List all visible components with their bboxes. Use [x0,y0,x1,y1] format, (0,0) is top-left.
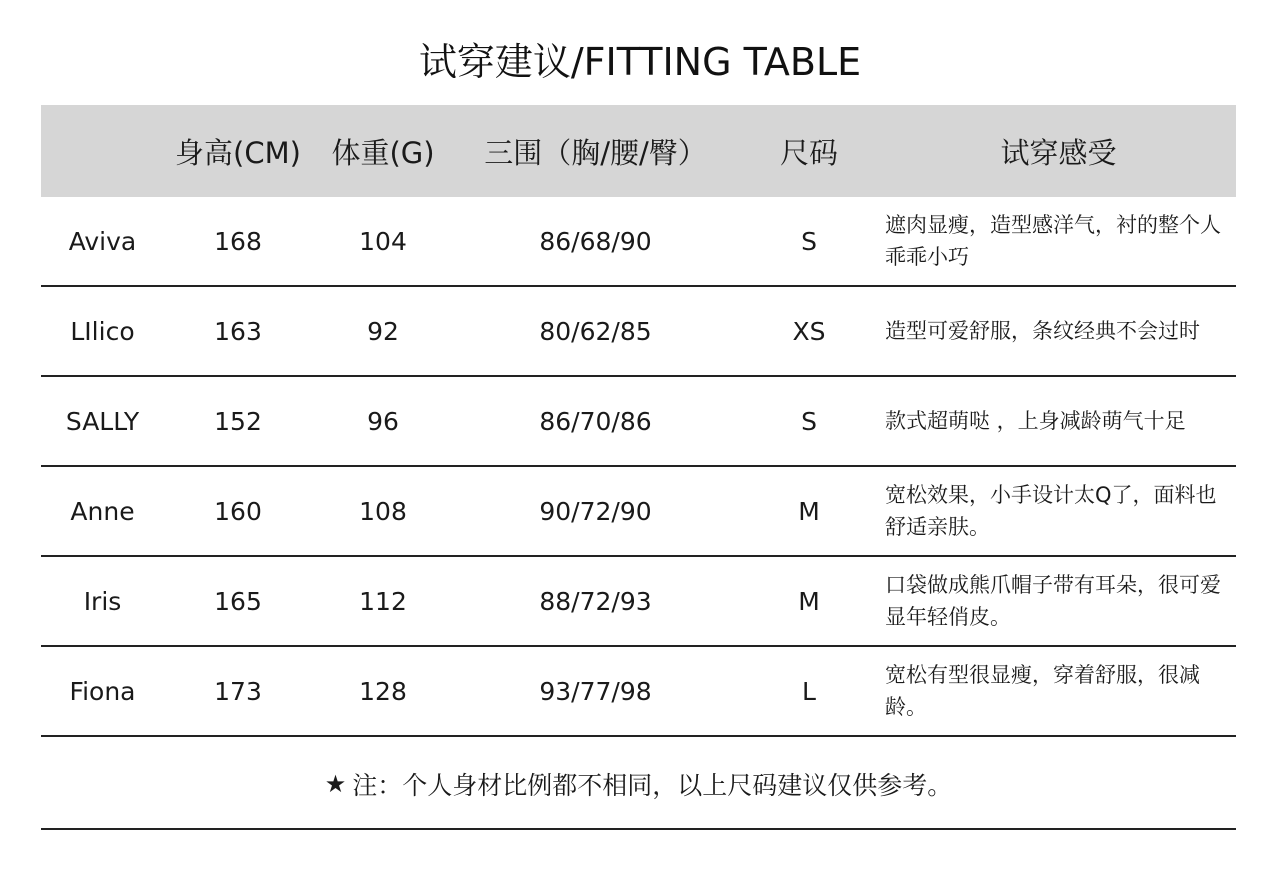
cell-weight: 128 [359,676,407,706]
cell-name: Anne [70,496,135,526]
cell-measurements: 90/72/90 [539,496,652,526]
cell-weight: 108 [359,496,407,526]
cell-height: 168 [214,226,262,256]
cell-name: Iris [83,586,122,616]
page-title: 试穿建议/FITTING TABLE [418,40,862,84]
cell-name: Fiona [69,676,136,706]
cell-measurements: 88/72/93 [539,586,652,616]
table-row [41,557,1236,647]
cell-measurements: 80/62/85 [539,316,652,346]
cell-feel: 口袋做成熊爪帽子带有耳朵，很可爱显年轻俏皮。 [885,573,1221,629]
cell-measurements: 86/70/86 [539,406,652,436]
cell-measurements: 93/77/98 [539,676,652,706]
cell-height: 173 [214,676,262,706]
cell-weight: 92 [367,316,399,346]
cell-size: M [798,586,820,616]
cell-size: S [801,406,817,436]
footnote [41,740,1236,830]
cell-height: 163 [214,316,262,346]
fitting-table [41,105,1236,737]
star-icon: ★ [324,770,347,798]
cell-feel: 款式超萌哒 ，上身减龄萌气十足 [885,409,1186,433]
cell-name: Aviva [68,226,137,256]
cell-feel: 宽松效果，小手设计太Q了，面料也舒适亲肤。 [885,483,1217,539]
cell-weight: 96 [367,406,399,436]
table-row [41,467,1236,557]
header-feel: 试穿感受 [1000,135,1117,170]
cell-name: SALLY [65,406,140,436]
header-size: 尺码 [779,135,838,170]
header-measurements: 三围（胸/腰/臀） [484,135,707,170]
cell-name: LIlico [70,316,135,346]
table-row [41,287,1236,377]
cell-size: XS [792,316,826,346]
header-height: 身高(CM) [175,135,301,170]
cell-height: 160 [214,496,262,526]
cell-weight: 104 [359,226,407,256]
table-row [41,647,1236,737]
footnote-text: 注：个人身材比例都不相同，以上尺码建议仅供参考。 [352,771,953,800]
cell-size: M [798,496,820,526]
cell-feel: 造型可爱舒服，条纹经典不会过时 [885,319,1200,343]
cell-feel: 宽松有型很显瘦，穿着舒服，很减龄。 [885,663,1200,719]
cell-measurements: 86/68/90 [539,226,652,256]
cell-size: L [802,676,816,706]
cell-size: S [801,226,817,256]
header-weight: 体重(G) [331,135,435,170]
cell-feel: 遮肉显瘦，造型感洋气，衬的整个人乖乖小巧 [885,213,1221,269]
table-header [41,105,1236,197]
cell-weight: 112 [359,586,407,616]
table-row [41,377,1236,467]
cell-height: 152 [214,406,262,436]
cell-height: 165 [214,586,262,616]
table-row [41,197,1236,287]
